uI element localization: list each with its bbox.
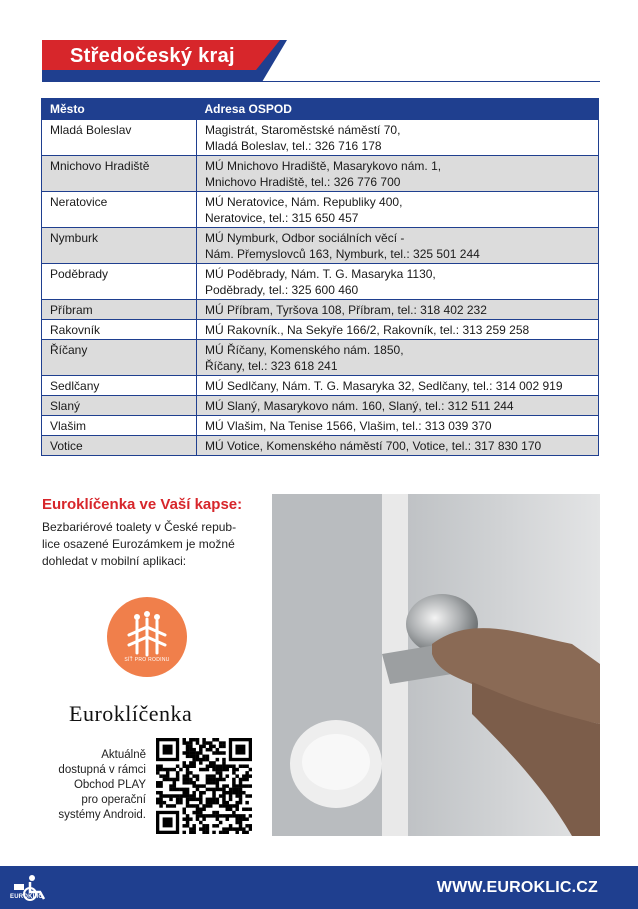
promo-title: Euroklíčenka ve Vaší kapse: <box>42 496 243 513</box>
address-line: MÚ Poděbrady, Nám. T. G. Masaryka 1130, <box>205 267 436 281</box>
promo-text-line: dohledat v mobilní aplikaci: <box>42 554 187 568</box>
address-line: MÚ Sedlčany, Nám. T. G. Masaryka 32, Sedlčany, tel.: 314 002 919 <box>205 379 563 393</box>
family-network-logo <box>107 597 187 677</box>
availability-line: dostupná v rámci <box>58 764 146 776</box>
availability-line: Aktuálně <box>101 749 146 761</box>
footer-bar <box>0 866 638 909</box>
city-cell: Rakovník <box>42 320 197 340</box>
address-line: Poděbrady, tel.: 325 600 460 <box>205 283 359 297</box>
column-header-city: Město <box>42 99 197 120</box>
table-row <box>42 320 599 340</box>
address-cell <box>197 376 599 396</box>
region-banner <box>42 40 287 82</box>
table-row <box>42 436 599 456</box>
address-line: MÚ Říčany, Komenského nám. 1850, <box>205 343 404 357</box>
availability-line: Obchod PLAY <box>73 779 146 791</box>
table-row <box>42 340 599 376</box>
table-row <box>42 228 599 264</box>
door-handle-photo <box>272 494 600 836</box>
ospod-table <box>41 98 599 456</box>
page-title: Středočeský kraj <box>70 45 235 67</box>
address-line: Mnichovo Hradiště, tel.: 326 776 700 <box>205 175 401 189</box>
table-row <box>42 376 599 396</box>
address-cell <box>197 192 599 228</box>
address-line: MÚ Slaný, Masarykovo nám. 160, Slaný, tel.: 312 511 244 <box>205 399 514 413</box>
address-line: MÚ Mnichovo Hradiště, Masarykovo nám. 1, <box>205 159 442 173</box>
promo-text-line: lice osazené Eurozámkem je možné <box>42 537 235 551</box>
address-line: Mladá Boleslav, tel.: 326 716 178 <box>205 139 382 153</box>
logo-caption: SÍŤ PRO RODINU <box>124 657 170 663</box>
address-cell <box>197 396 599 416</box>
table-row <box>42 120 599 156</box>
city-cell: Říčany <box>42 340 197 376</box>
city-cell: Poděbrady <box>42 264 197 300</box>
promo-text <box>42 519 262 570</box>
address-line: MÚ Rakovník., Na Sekyře 166/2, Rakovník, tel.: 313 259 258 <box>205 323 530 337</box>
address-cell <box>197 320 599 340</box>
city-cell: Vlašim <box>42 416 197 436</box>
column-header-address: Adresa OSPOD <box>197 99 599 120</box>
table-row <box>42 264 599 300</box>
address-line: Říčany, tel.: 323 618 241 <box>205 359 338 373</box>
table-body <box>42 120 599 456</box>
city-cell: Votice <box>42 436 197 456</box>
city-cell: Slaný <box>42 396 197 416</box>
address-line: MÚ Neratovice, Nám. Republiky 400, <box>205 195 403 209</box>
address-line: MÚ Vlašim, Na Tenise 1566, Vlašim, tel.: 313 039 370 <box>205 419 492 433</box>
promo-text-line: Bezbariérové toalety v České repub- <box>42 520 237 534</box>
city-cell: Sedlčany <box>42 376 197 396</box>
address-cell <box>197 416 599 436</box>
table-header-row <box>42 99 599 120</box>
address-cell <box>197 300 599 320</box>
address-cell <box>197 340 599 376</box>
city-cell: Mladá Boleslav <box>42 120 197 156</box>
photo-illustration <box>272 494 600 836</box>
address-cell <box>197 264 599 300</box>
city-cell: Mnichovo Hradiště <box>42 156 197 192</box>
city-cell: Neratovice <box>42 192 197 228</box>
table-row <box>42 396 599 416</box>
qr-code[interactable] <box>156 738 252 834</box>
table-row <box>42 156 599 192</box>
availability-line: systémy Android. <box>58 809 146 821</box>
address-cell <box>197 120 599 156</box>
address-line: Neratovice, tel.: 315 650 457 <box>205 211 359 225</box>
family-figures-icon <box>107 597 187 677</box>
address-line: Nám. Přemyslovců 163, Nymburk, tel.: 325 501 244 <box>205 247 480 261</box>
city-cell: Příbram <box>42 300 197 320</box>
footer-logo-text: EUROKLÍČ <box>10 894 43 900</box>
address-cell <box>197 156 599 192</box>
table-row <box>42 192 599 228</box>
address-line: MÚ Votice, Komenského náměstí 700, Votice, tel.: 317 830 170 <box>205 439 542 453</box>
address-line: MÚ Příbram, Tyršova 108, Příbram, tel.: 318 402 232 <box>205 303 487 317</box>
table-row <box>42 300 599 320</box>
header-rule <box>42 81 600 82</box>
table-row <box>42 416 599 436</box>
city-cell: Nymburk <box>42 228 197 264</box>
address-line: MÚ Nymburk, Odbor sociálních věcí - <box>205 231 405 245</box>
address-line: Magistrát, Staroměstské náměstí 70, <box>205 123 401 137</box>
website-link[interactable]: WWW.EUROKLIC.CZ <box>436 879 598 896</box>
address-cell <box>197 436 599 456</box>
address-cell <box>197 228 599 264</box>
availability-line: pro operační <box>81 794 146 806</box>
availability-text <box>42 748 146 823</box>
app-name: Euroklíčenka <box>69 701 193 726</box>
